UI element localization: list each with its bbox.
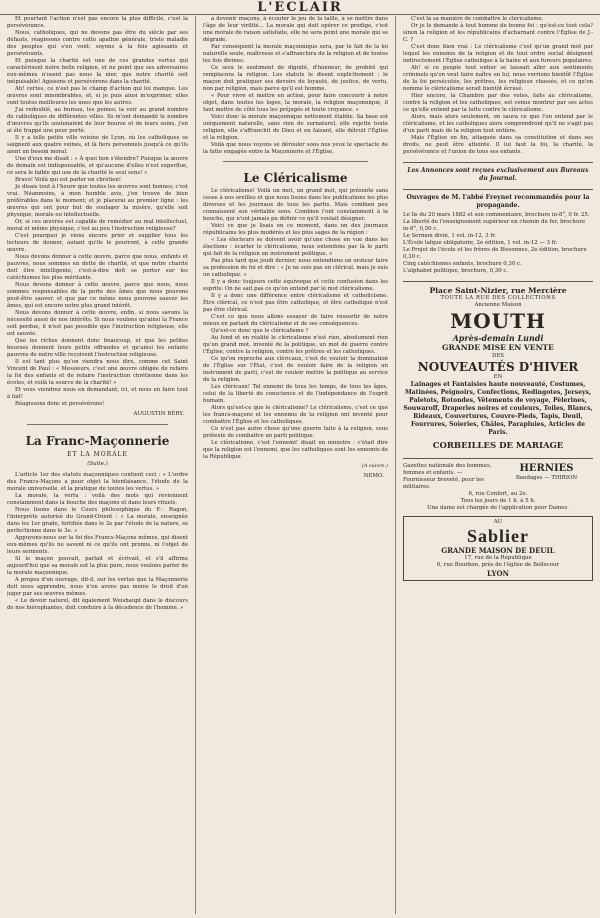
paragraph: Réagissons donc et persévérons!	[15, 401, 105, 407]
paragraph: « Le devoir naturel, dit également Weishaupt dans le discours de nos hiérophantes, doit conduire à la décadence de l'homme. »	[7, 598, 188, 611]
paragraph: Nous devons donner à cette œuvre, enfin, si nous savons la nécessité aussi de nos intérêts. Si nous voulons qu'ainsi la France soit perdue, il n'est pas possible que l'instruction religieuse, elle est sauvée.	[7, 310, 188, 337]
paragraph: Or, si ces œuvres est capable de remédier au mal intellectuel, moral et même physique, c'est au peu l'instruction religieuse?	[7, 219, 188, 232]
paragraph: à devenir maçons, à écouter le jeu de la taille, à se mettre dans l'âge de leur virilité... La morale qui doit opérer ce prodige, c'est une morale de raison satisfaite, elle ne sera point une morale qui se dégrade.	[203, 16, 388, 43]
signature: NEMO.	[363, 473, 384, 479]
ad-sablier	[403, 516, 593, 581]
paragraph: Il y a donc toujours cette équivoque et cette confusion dans les esprits. On ne sait pas ce qu'on entend par le mot cléricalisme.	[203, 279, 388, 292]
ads-notice-text: Les Annonces sont reçues exclusivement aux Bureaux du Journal.	[407, 167, 589, 182]
column-1	[7, 16, 188, 916]
ad-sablier-addr2: 6, rue Bourbon, près de l'église de Bellecour	[436, 562, 560, 568]
paragraph: « Les électeurs se doivent avoir qu'une chose en vue dans les élections : écarter le cléricalisme, nous entendons par là le parti qui fait de la religion un instrument politique. »	[203, 237, 388, 257]
column-2	[203, 16, 388, 916]
paragraph: C'est là sa manière de combattre le cléricalisme.	[411, 16, 544, 22]
paragraph: Alors, mais alors seulement, on saura ce que l'on entend par le cléricalisme, et les catholiques alors comprendront qu'il ne s'agit pas d'un parti mais de la religion tout entière.	[403, 114, 593, 134]
ad-freynet-title: Ouvrages de M. l'abbé Freynet recommandés pour la propagande.	[406, 194, 590, 209]
paragraph: C'est pourquoi je viens encore prier et supplier tous les lecteurs de donner, autant qu'ils le pourront, à cette grande œuvre.	[7, 233, 188, 253]
ad-hernies-note: Une dame est chargée de l'application pour Dames.	[427, 505, 569, 511]
paragraph: Les cléricaux! Tel ennemi de tous les temps, de tous les âges, celui de la liberté de conscience et de l'indépendance de l'esprit humain.	[203, 384, 388, 404]
paragraph: À propos d'un ouvrage, dit-il, sur les vertus que la Maçonnerie doit nous apprendre, nous n'en avons pas moins le droit d'en juger par ses œuvres mêmes.	[7, 577, 188, 597]
ad-mouth-tag: TOUTE LA RUE DES COLLECTIONS	[440, 295, 556, 301]
paragraph: Il est tant plus qu'on viendra nous dire, comme cet Saint Vincent de Paul : « Messieurs, c'est une œuvre obligée de refaire la foi des enfants et de refaire l'instruction chrétienne dans les écoles, et voilà la source de la charité! »	[7, 359, 188, 386]
ad-freynet-item: Le Sermon divin, 1 vol. in-12, 3 fr.	[403, 233, 497, 239]
paragraph: Qu'est-ce donc que le cléricalisme ?	[211, 328, 309, 334]
column-3	[403, 16, 593, 916]
article-note: (Suite.)	[87, 461, 108, 467]
ad-mouth-nouveautes: NOUVEAUTÉS D'HIVER	[417, 360, 579, 374]
ad-mouth-des: DES	[492, 353, 504, 359]
paragraph: Voilà que nous voyons se dérouler sous nos yeux le spectacle de la lutte engagée entre la Maçonnerie et l'Église.	[203, 142, 388, 155]
ad-hernies-hours: Tous les jours de 1 h. à 5 h.	[460, 498, 536, 504]
ad-mouth-place: Place Saint-Nizier, rue Mercière	[429, 286, 567, 295]
ad-hernies-addr: 6, rue Confort, au 2e.	[468, 491, 528, 497]
article-title: La Franc-Maçonnerie	[25, 434, 170, 448]
ad-sablier-addr: 17, rue de la République	[464, 555, 532, 561]
paragraph: Et vous viendrez nous en demandant, ici, et nous en faire tout à fait!	[7, 387, 188, 400]
paragraph: Une d'eux me disait : « À quoi bon s'étendre? Puisque la œuvre de demain est indispensable, et qu'aucune d'elles n'est superflue, ce sera le faible qui use de la charité le seul sens! »	[7, 156, 188, 176]
paragraph: Le cléricalisme, c'est l'ennemi! disait un ministre : c'était dire que la religion est l'ennemi, que les catholiques sont les ennemis de la République.	[203, 440, 388, 460]
paragraph: Voici donc la morale maçonnique nettement établie. Sa base est uniquement naturelle, sans rien de surnaturel, elle rejette toute religion, elle s'affranchit de Dieu et en faisant, elle détruit l'Église et la religion.	[203, 114, 388, 141]
ad-hernies-left: Gazettes nationale des hommes, femmes et enfants. — Fournisseur breveté, pour les militaires.	[403, 463, 492, 490]
paragraph: Appuyons-nous sur la foi des Francs-Maçons mêmes, qui disent eux-mêmes qu'ils ne savent ni ce qu'ils ont promis, ni l'objet de leurs serments.	[7, 535, 188, 555]
paragraph: Et pourtant l'action n'est pas encore la plus difficile, c'est la persévérance.	[7, 16, 188, 29]
ad-freynet-item: L'alphabet politique, brochure, 0,30 c.	[403, 268, 509, 274]
paragraph: Nous, catholiques, qui ne devons pas être du siècle par ses défauts, réagissons contre cette apathie générale, triste maladie des peuples qui s'en vont; soyons à la fois agissants et persévérants.	[7, 30, 188, 57]
newspaper-title: L'ECLAIR	[257, 0, 343, 15]
paragraph: Voici ce que je lisais en ce moment, dans un des journaux républicains les plus modérés et les plus sages de la région :	[203, 223, 388, 236]
ad-hernies-title: HERNIES	[519, 463, 574, 474]
ad-hernies	[403, 458, 593, 491]
paragraph: Que les riches donnent donc beaucoup, et que les petites bourses donnent leurs petits offrandes et qu'ainsi les enfants pauvres de notre ville reçoivent l'instruction religieuse.	[7, 338, 188, 358]
paragraph: Nous lisons dans le Cours philosophique du F.·. Ragon, l'interprète autorisé du Grand-Orient : « La morale, enseignée dans les 1er grade, fortifiée dans le 2e par l'étude de la nature, se perfectionne dans le 3e. »	[7, 507, 188, 534]
paragraph: Nous devons donner à cette œuvre, parce que nous, enfants et pauvres, nous sommes en dette de charité, et que notre charité doit être intelligente, c'est-à-dire doit se porter sur les catéchismes les plus méritants.	[7, 254, 188, 281]
ad-mouth-date: Après-demain Lundi	[452, 333, 544, 343]
paragraph: « Pour vivre et mettre en action, pour faire concourir à notre objet, dans toutes les loges, la morale, la religion maçonnique, il faut mettre de côté tous les préjugés et toute croyance. »	[203, 93, 388, 113]
ad-freynet-item: Le Projet de l'école et les frères de Bissonnes, 2e édition, brochure 0,30 c.	[403, 247, 587, 260]
ad-sablier-au: AU	[493, 519, 503, 525]
paragraph: Hier encore, la Chambre par des votes, faits au cléricalisme, contre la religion et les catholiques, est venue montrer par ses actes ce qu'elle entend par la lutte contre le cléricalisme.	[403, 93, 593, 113]
ad-freynet-item: La liberté de l'enseignement supérieur en chemin de fer, brochure in-8°, 0,50 c.	[403, 219, 586, 232]
ad-mouth-en: EN	[493, 374, 503, 380]
ad-sablier-sub: GRANDE MAISON DE DEUIL	[441, 546, 555, 555]
ad-hernies-sub: Bandages — THIRION	[515, 475, 578, 481]
paragraph: Et puisque la charité est une de ces grandes vertus qui caractérisent notre belle religion, et ne point que ses adversaires eux-mêmes n'osent pas nous la nier, que notre charité soit inépuisable! Agissons et persévérons dans la charité.	[7, 58, 188, 85]
ad-mouth-name: MOUTH	[450, 309, 546, 333]
paragraph: Il y a telle petite ville voisine de Lyon, où les catholiques se saignent aux quatre veines, et là fiers personnels jusqu'à ce qu'ils aient un besoin moral.	[7, 135, 188, 155]
paragraph: Par conséquent la morale maçonnique sera, par le fait de la loi naturelle seule, maîtresse et s'affranchira de la religion et de toutes les fois divines.	[203, 44, 388, 64]
ads-notice	[403, 162, 593, 183]
ad-freynet-item: L'École laïque obligatoire, 2e édition, 1 vol. in-12 — 3 fr.	[403, 240, 558, 246]
ad-freynet-item: Cinq catéchismes enfants, brochure 0,30 c.	[403, 261, 522, 267]
ad-freynet-list	[403, 212, 593, 275]
ad-mouth-list: Lainages et Fantaisies haute nouveauté, Costumes, Matinées, Peignoirs, Confections, Redingotes, Jerseys, Paletots, Rotondes, Vêtements de voyage, Pèlerines, Souwaroff, Draperies noires et couleurs, Toiles, Blancs, Rideaux, Couvertures, Couvre-Pieds, Tapis, Deuil, Fourrures, Soieries, Châles, Parapluies, Articles de Paris.	[403, 381, 593, 436]
paragraph: Nous devons donner à cette œuvre, parce que nous, nous sommes responsables de la perte des âmes que nous pouvons peut-être sauver, et que par ce même nous pouvons sauver les âmes, qui est encore notre plus grand intérêt.	[7, 282, 188, 309]
ad-freynet	[403, 189, 593, 275]
paragraph: Pas plus tard que jeudi dernier, nous entendions un orateur faire sa profession de foi et dire : « Je ne suis pas un clérical, mais je suis un catholique. »	[203, 258, 388, 278]
ad-mouth-grande: GRANDE MISE EN VENTE	[442, 343, 554, 352]
ad-hernies-right	[500, 463, 593, 482]
continued-note: (A suivre.)	[361, 463, 388, 469]
paragraph: Mais l'Église en fin, attaquée dans sa constitution et dans ses droits, ne peut être atteinte. Il lui faut la foi, la charité, la persévérance et l'union de tous ses enfants.	[403, 135, 593, 155]
paragraph: J'ai redoublé, au bureau, les peines; la voir au grand nombre de catholiques de différentes villes. Ils m'ont demandé le nombre d'œuvres qu'ils soutenaient de leur bourse et de leurs soins, j'en ai été frappé une peur porté.	[7, 107, 188, 134]
article-subtitle: ET LA MORALE	[67, 451, 128, 458]
paragraph: Si le maçon pouvait, parlait et écrivait, et s'il affirme aujourd'hui que sa morale est la plus pure, nous voulons parler de la morale maçonnique.	[7, 556, 188, 576]
paragraph: Or je le demande à tout homme de bonne foi : qu'est-ce tout cela? sinon la religion et les républicains d'acharnant contre l'Église de J.-C. ?	[403, 23, 593, 43]
paragraph: La morale, la vertu : voilà des mots qui reviennent constamment dans la bouche des maçons et dans leurs rituels.	[7, 493, 188, 506]
paragraph: Le cléricalisme! Voilà un mot, un grand mot, qui présente sans cesse à nos oreilles et que nous lisons dans les publications les plus diverses et les journaux de tous les partis. Mais combien peu connaissent son véritable sens. Combien l'ont constamment à la bouche, qui n'ont jamais pu définir ce qu'il voulait désigner.	[203, 188, 388, 222]
paragraph: Au fond et en réalité le cléricalisme n'est rien, absolument rien qu'un grand mot, inventé de la politique, un mot de guerre contre l'Église, contre la religion, contre les prêtres et les catholiques.	[203, 335, 388, 355]
ad-sablier-city: LYON	[487, 569, 509, 578]
ad-mouth-corbeilles: CORBEILLES DE MARIAGE	[432, 441, 564, 451]
ad-freynet-item: Le lis du 20 mars 1882 et son commentaire, brochure in-8°, 0 fr. 25.	[403, 212, 590, 218]
paragraph: L'article 1er des statuts maçonniques contient ceci : « L'ordre des Francs-Maçons a pour objet la bienfaisance, l'étude de la morale universelle, et la pratique de toutes les vertus. »	[7, 472, 188, 492]
paragraph: Ah! si ce peuple tout entier se laissait aller aux sentiments criminels qu'on veut faire naître en lui, nous verrions bientôt l'Église de la foi persécutée, les prêtres, les religieux chassés, et ce qu'on nomme le cléricalisme serait bientôt écrasé.	[403, 65, 593, 92]
paragraph: Ce n'est pas autre chose qu'une guerre faite à la religion, sous prétexte de combattre un parti politique.	[203, 426, 388, 439]
paragraph: Il y a donc une différence entre cléricalisme et catholicisme. Être clérical, ce n'est pas être catholique, et être catholique n'est pas être clérical.	[203, 293, 388, 313]
paragraph: Bravo! Voilà qui est parler en chrétien!	[15, 177, 122, 183]
paragraph: Je disais tout à l'heure que toutes les œuvres sont bonnes; c'est vrai. Néanmoins, à mon humble avis, j'en trouve de bien préférables dans le moment; et je placerai au premier ligne : les œuvres qui ont pour but de soulager la misère, qu'elle soit physique, morale ou intellectuelle.	[7, 184, 188, 218]
masthead	[0, 0, 600, 15]
divider	[223, 161, 368, 162]
paragraph: C'est ce que nous allons essayer de faire ressortir de notre mieux en parlant du cléricalisme et de ses conséquences.	[203, 314, 388, 327]
column-rule	[195, 16, 196, 914]
section-title: Le Cléricalisme	[243, 171, 348, 185]
ad-sablier-name: Sablier	[466, 526, 529, 546]
paragraph: Ce qu'on reproche aux cléricaux, c'est de vouloir la domination de l'Église sur l'État, c'est de vouloir faire de la religion un instrument de parti, c'est de vouloir mettre la politique au service de la religion.	[203, 356, 388, 383]
ad-mouth	[403, 281, 593, 452]
paragraph: Ah! certes, ce n'est pas le champ d'action qui lui manque. Les œuvres sont innombrables, et, si je puis ainsi m'exprimer, elles sont toutes meilleures les unes que les autres.	[7, 86, 188, 106]
ad-mouth-house: Ancienne Maison	[474, 302, 522, 308]
signature: AUGUSTIN BÉRY.	[133, 411, 184, 417]
column-rule	[395, 16, 396, 914]
paragraph: Ce sera le sentiment de dignité, d'honneur, de probité qui remplacera la religion. Les statuts le disent explicitement : le maçon doit pratiquer ses devoirs de loyauté, de justice, de vertu, non par religion, mais parce qu'il est homme.	[203, 65, 388, 92]
divider	[27, 424, 168, 425]
paragraph: Alors qu'est-ce que le cléricalisme? Le cléricalisme, c'est ce que les francs-maçons et les ennemis de la religion ont inventé pour combattre l'Église et les catholiques.	[203, 405, 388, 425]
paragraph: C'est donc bien vrai : Le cléricalisme c'est qu'un grand mot par lequel les ennemis de la religion et de tout ordre social désignent indirectement l'Église catholique à la haine et aux fureurs populaires.	[403, 44, 593, 64]
